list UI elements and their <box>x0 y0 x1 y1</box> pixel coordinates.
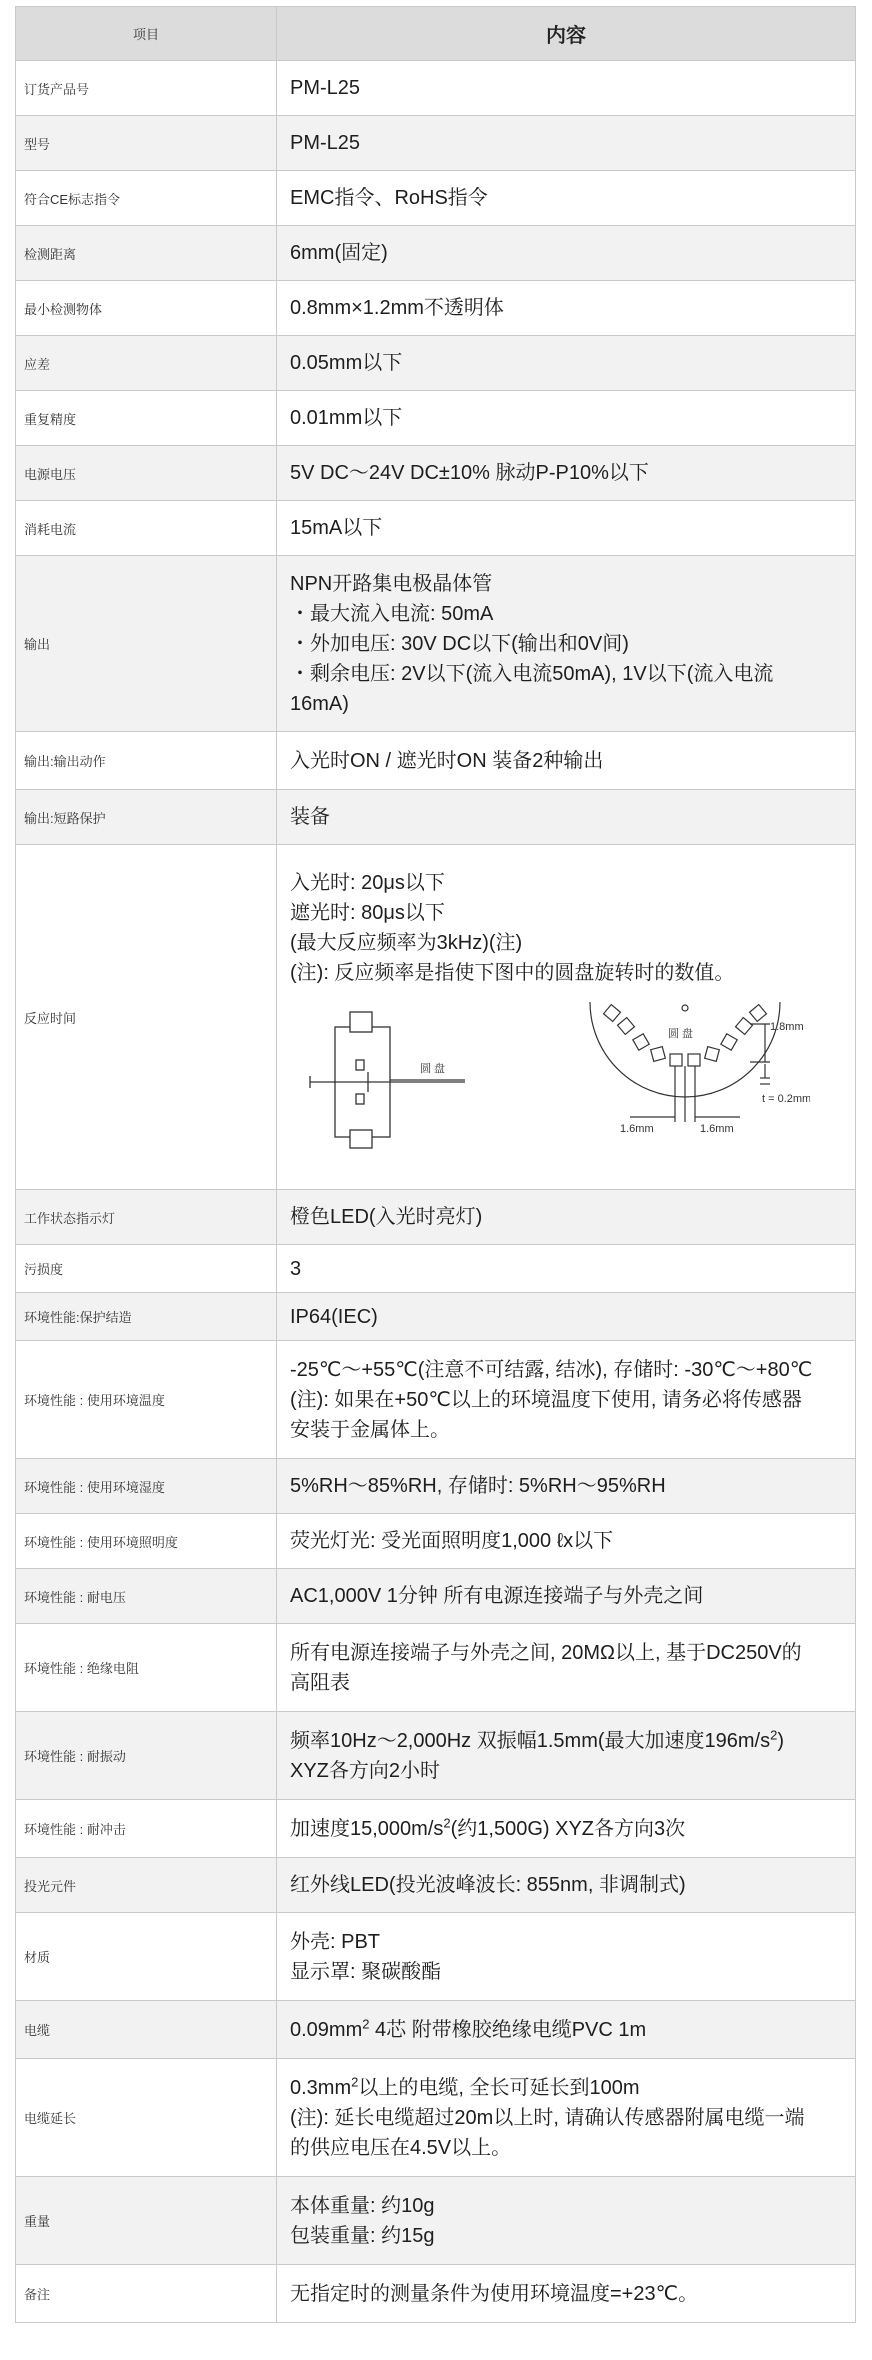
value-text: 0.09mm <box>290 2018 363 2041</box>
row-value <box>277 281 856 336</box>
table-row <box>16 1569 856 1624</box>
row-value <box>277 1800 856 1858</box>
row-key: 环境性能 : 耐冲击 <box>16 1800 277 1858</box>
table-row <box>16 1293 856 1341</box>
value-line <box>290 2073 845 2103</box>
disk-label-right: 圆 盘 <box>668 1027 694 1040</box>
table-row <box>16 1624 856 1712</box>
row-key: 环境性能 : 绝缘电阻 <box>16 1624 277 1712</box>
value-line: IP64(IEC) <box>290 1305 378 1328</box>
row-key: 型号 <box>16 116 277 171</box>
value-line <box>290 2015 845 2045</box>
dim-slot-left: 1.6mm <box>620 1122 654 1135</box>
value-line: EMC指令、RoHS指令 <box>290 187 488 209</box>
value-line: 本体重量: 约10g <box>290 2194 435 2217</box>
row-value <box>277 391 856 446</box>
value-line: ・最大流入电流: 50mA <box>290 602 494 625</box>
row-value <box>277 2001 856 2059</box>
row-key: 重量 <box>16 2177 277 2265</box>
value-line: 0.8mm×1.2mm不透明体 <box>290 297 504 319</box>
row-value <box>277 446 856 501</box>
value-line: ・剩余电压: 2V以下(流入电流50mA), 1V以下(流入电流 <box>290 662 774 685</box>
row-key: 环境性能 : 耐电压 <box>16 1569 277 1624</box>
row-value <box>277 556 856 732</box>
row-key: 输出 <box>16 556 277 732</box>
header-item: 项目 <box>16 7 277 61</box>
dim-slot-right: 1.6mm <box>700 1122 734 1135</box>
value-line: 15mA以下 <box>290 517 383 539</box>
table-row <box>16 1245 856 1293</box>
row-value <box>277 1341 856 1459</box>
value-line: (注): 如果在+50℃以上的环境温度下使用, 请务必将传感器 <box>290 1388 802 1411</box>
value-line: ・外加电压: 30V DC以下(输出和0V间) <box>290 632 629 655</box>
table-row <box>16 336 856 391</box>
row-key: 检测距离 <box>16 226 277 281</box>
value-line: 外壳: PBT <box>290 1930 381 1953</box>
table-row <box>16 2265 856 2323</box>
value-line: 高阻表 <box>290 1671 350 1694</box>
row-value <box>277 2265 856 2323</box>
value-line: 入光时: 20μs以下 <box>290 871 445 894</box>
table-row <box>16 2001 856 2059</box>
table-row <box>16 446 856 501</box>
header-row <box>16 7 856 61</box>
value-line: 3 <box>290 1257 302 1280</box>
sensor-disk-diagram <box>290 1002 810 1152</box>
value-line: 无指定时的测量条件为使用环境温度=+23℃。 <box>290 2282 699 2305</box>
header-content: 内容 <box>277 7 856 61</box>
superscript: 2 <box>362 2015 370 2031</box>
sensor-drawing-icon <box>310 1012 465 1148</box>
table-row <box>16 2177 856 2265</box>
row-value <box>277 1459 856 1514</box>
table-row <box>16 1858 856 1913</box>
table-row <box>16 556 856 732</box>
row-key: 订货产品号 <box>16 61 277 116</box>
value-text: 加速度15,000m/s <box>290 1817 444 1840</box>
superscript: 2 <box>351 2073 359 2089</box>
value-line: XYZ各方向2小时 <box>290 1759 441 1782</box>
value-line: NPN开路集电极晶体管 <box>290 572 493 595</box>
row-key: 最小检测物体 <box>16 281 277 336</box>
value-line: (注): 反应频率是指使下图中的圆盘旋转时的数值。 <box>290 961 735 984</box>
table-row <box>16 1800 856 1858</box>
dim-height: 1.8mm <box>770 1020 804 1033</box>
value-text: 4芯 附带橡胶绝缘电缆PVC 1m <box>369 2018 647 2041</box>
table-row <box>16 790 856 845</box>
table-row <box>16 2059 856 2177</box>
row-key: 投光元件 <box>16 1858 277 1913</box>
value-line: 荧光灯光: 受光面照明度1,000 ℓx以下 <box>290 1530 614 1552</box>
value-line: 的供应电压在4.5V以上。 <box>290 2136 512 2159</box>
row-key: 备注 <box>16 2265 277 2323</box>
table-row <box>16 501 856 556</box>
row-key: 污损度 <box>16 1245 277 1293</box>
value-line: 5V DC～24V DC±10% 脉动P-P10%以下 <box>290 462 649 484</box>
row-key: 符合CE标志指令 <box>16 171 277 226</box>
row-key: 输出:输出动作 <box>16 732 277 790</box>
row-key: 电源电压 <box>16 446 277 501</box>
value-line: 装备 <box>290 806 330 828</box>
table-row <box>16 845 856 1190</box>
row-value <box>277 732 856 790</box>
value-line: 0.01mm以下 <box>290 407 403 429</box>
value-line: AC1,000V 1分钟 所有电源连接端子与外壳之间 <box>290 1585 704 1607</box>
spec-table <box>15 6 856 2323</box>
value-line: (最大反应频率为3kHz)(注) <box>290 931 523 954</box>
row-value <box>277 1245 856 1293</box>
row-value <box>277 61 856 116</box>
table-row <box>16 1712 856 1800</box>
disk-label-left: 圆 盘 <box>420 1062 446 1075</box>
value-text: 以上的电缆, 全长可延长到100m <box>358 2076 640 2099</box>
dim-thickness: t = 0.2mm <box>762 1092 810 1105</box>
table-row <box>16 281 856 336</box>
value-line: -25℃～+55℃(注意不可结露, 结冰), 存储时: -30℃～+80℃ <box>290 1358 813 1381</box>
value-line: 6mm(固定) <box>290 242 388 264</box>
value-line: 5%RH～85%RH, 存储时: 5%RH～95%RH <box>290 1475 666 1497</box>
row-key: 环境性能 : 使用环境照明度 <box>16 1514 277 1569</box>
row-key: 电缆延长 <box>16 2059 277 2177</box>
value-line: 频率10Hz～2,000Hz 双振幅1.5mm(最大加速度$196m/s^2$) <box>290 1726 785 1752</box>
row-key: 消耗电流 <box>16 501 277 556</box>
value-line: 红外线LED(投光波峰波长: 855nm, 非调制式) <box>290 1874 686 1896</box>
superscript: 2 <box>443 1814 451 1830</box>
row-key: 材质 <box>16 1913 277 2001</box>
superscript: 2 <box>770 1726 778 1742</box>
row-value <box>277 790 856 845</box>
value-line: 安装于金属体上。 <box>290 1418 450 1441</box>
value-line: 显示罩: 聚碳酸酯 <box>290 1960 442 1983</box>
row-key: 环境性能 : 耐振动 <box>16 1712 277 1800</box>
row-key: 输出:短路保护 <box>16 790 277 845</box>
row-key: 重复精度 <box>16 391 277 446</box>
row-key: 环境性能 : 使用环境湿度 <box>16 1459 277 1514</box>
row-value <box>277 1190 856 1245</box>
value-text: 频率10Hz～2,000Hz 双振幅1.5mm(最大加速度196m/s <box>290 1729 771 1752</box>
value-line: PM-L25 <box>290 132 361 154</box>
row-key: 反应时间 <box>16 845 277 1190</box>
row-key: 工作状态指示灯 <box>16 1190 277 1245</box>
row-value <box>277 1624 856 1712</box>
row-key: 环境性能 : 使用环境温度 <box>16 1341 277 1459</box>
response-diagram <box>290 1002 845 1161</box>
row-value <box>277 1514 856 1569</box>
table-row <box>16 1913 856 2001</box>
value-text: 0.3mm <box>290 2076 352 2099</box>
table-row <box>16 1190 856 1245</box>
row-value <box>277 1293 856 1341</box>
table-row <box>16 1341 856 1459</box>
value-line: PM-L25 <box>290 77 361 99</box>
value-line: 16mA) <box>290 692 349 715</box>
value-line: 所有电源连接端子与外壳之间, 20MΩ以上, 基于DC250V的 <box>290 1641 802 1664</box>
value-text: (约1,500G) XYZ各方向3次 <box>450 1817 686 1840</box>
table-row <box>16 391 856 446</box>
row-value <box>277 336 856 391</box>
table-row <box>16 61 856 116</box>
value-line: (注): 延长电缆超过20m以上时, 请确认传感器附属电缆一端 <box>290 2106 805 2129</box>
row-value <box>277 226 856 281</box>
value-line: 橙色LED(入光时亮灯) <box>290 1206 483 1228</box>
row-key: 环境性能:保护结造 <box>16 1293 277 1341</box>
row-value <box>277 1858 856 1913</box>
table-row <box>16 171 856 226</box>
table-row <box>16 1514 856 1569</box>
value-line: 入光时ON / 遮光时ON 装备2种输出 <box>290 749 604 772</box>
table-row <box>16 226 856 281</box>
row-key: 电缆 <box>16 2001 277 2059</box>
value-line <box>290 1814 845 1844</box>
value-line: 0.05mm以下 <box>290 352 403 374</box>
row-value <box>277 2177 856 2265</box>
row-value <box>277 501 856 556</box>
row-value <box>277 2059 856 2177</box>
row-value <box>277 171 856 226</box>
table-row <box>16 116 856 171</box>
row-value <box>277 1913 856 2001</box>
row-value <box>277 116 856 171</box>
table-row <box>16 1459 856 1514</box>
row-value <box>277 1569 856 1624</box>
value-line: 包装重量: 约15g <box>290 2224 435 2247</box>
row-key: 应差 <box>16 336 277 391</box>
disk-drawing-icon <box>590 1002 780 1122</box>
row-value <box>277 1712 856 1800</box>
value-line: 遮光时: 80μs以下 <box>290 901 445 924</box>
table-row <box>16 732 856 790</box>
row-value <box>277 845 856 1190</box>
